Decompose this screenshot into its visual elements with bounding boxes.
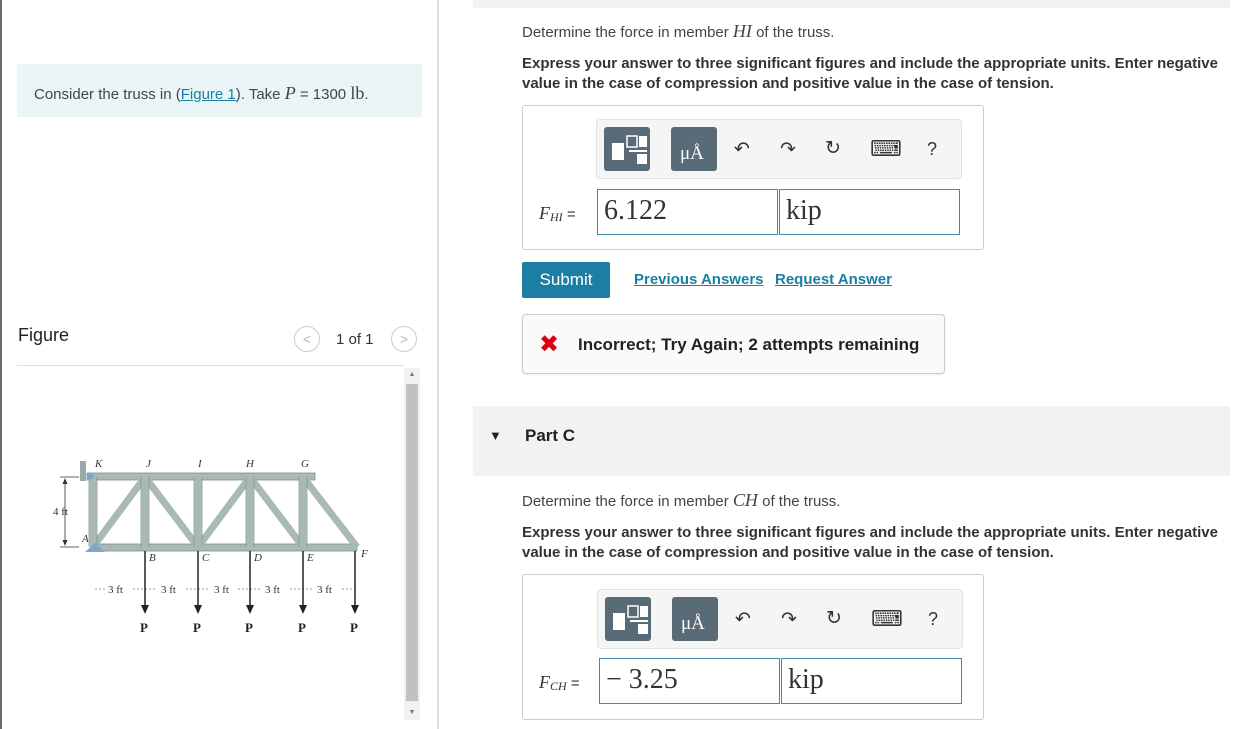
- node-label-j: J: [146, 458, 151, 470]
- value-input[interactable]: − 3.25: [599, 658, 780, 704]
- redo-icon[interactable]: ↷: [781, 609, 797, 630]
- label-sub: HI: [550, 210, 563, 224]
- chevron-right-icon: >: [399, 331, 409, 347]
- label-main: F: [539, 672, 550, 692]
- chevron-left-icon: <: [302, 331, 312, 347]
- caret-down-icon[interactable]: ▼: [489, 428, 502, 443]
- help-icon[interactable]: ?: [928, 609, 939, 629]
- math-toolbar: [597, 589, 963, 649]
- question-suffix: of the truss.: [751, 24, 835, 41]
- node-label-f: F: [361, 548, 368, 560]
- question-prefix: Determine the force in member: [522, 493, 733, 510]
- units-button[interactable]: [672, 597, 718, 641]
- label-sub: CH: [550, 679, 567, 693]
- question-suffix: of the truss.: [757, 493, 841, 510]
- load-label: P: [193, 620, 201, 635]
- problem-text-prefix: Consider the truss in (: [34, 86, 181, 103]
- submit-button[interactable]: Submit: [522, 262, 610, 298]
- member-name: CH: [732, 490, 758, 510]
- load-label: P: [298, 620, 306, 635]
- redo-icon[interactable]: ↷: [780, 139, 796, 160]
- node-label-d: D: [254, 552, 262, 564]
- templates-icon: [604, 127, 650, 171]
- span-label: 3 ft: [161, 584, 176, 596]
- load-arrowheads: [141, 605, 359, 614]
- node-label-e: E: [307, 552, 314, 564]
- part-c-answer-box: [522, 574, 984, 720]
- keyboard-icon[interactable]: ⌨: [870, 136, 902, 161]
- next-figure-button[interactable]: [391, 326, 417, 352]
- wall-support: [80, 461, 86, 481]
- figure-divider: [17, 365, 404, 366]
- scrollbar-thumb[interactable]: [406, 384, 418, 701]
- units-icon: μÅ: [681, 613, 705, 634]
- part-b-answer-box: [522, 105, 984, 250]
- keyboard-icon[interactable]: ⌨: [871, 606, 903, 631]
- answer-label: [539, 203, 576, 225]
- load-arrows: [145, 551, 355, 607]
- label-eq: =: [562, 206, 576, 223]
- span-label: 3 ft: [317, 584, 332, 596]
- label-main: F: [539, 203, 550, 223]
- part-b-question: [522, 21, 834, 42]
- member-name: HI: [732, 21, 752, 41]
- window-edge: [0, 0, 2, 729]
- question-prefix: Determine the force in member: [522, 24, 733, 41]
- node-label-k: K: [95, 458, 103, 470]
- pin-k: [87, 473, 94, 480]
- load-label: P: [350, 620, 358, 635]
- unit-input[interactable]: kip: [779, 189, 960, 235]
- math-toolbar: [596, 119, 962, 179]
- node-label-h: H: [246, 458, 254, 470]
- truss-members: [93, 477, 357, 547]
- node-label-a: A: [82, 533, 89, 545]
- problem-statement: [17, 64, 422, 117]
- figure-title: Figure: [18, 325, 70, 345]
- help-icon[interactable]: ?: [927, 139, 938, 159]
- unit-lb: lb: [350, 83, 365, 103]
- node-label-i: I: [198, 458, 202, 470]
- bottom-chord: [95, 544, 357, 551]
- label-eq: =: [566, 675, 580, 692]
- truss-figure: [45, 447, 375, 637]
- height-label: 4 ft: [53, 506, 68, 518]
- load-label: P: [140, 620, 148, 635]
- load-label: P: [245, 620, 253, 635]
- figure-pager-label: 1 of 1: [336, 331, 374, 348]
- unit-input[interactable]: kip: [781, 658, 962, 704]
- scroll-up-icon[interactable]: ▲: [408, 371, 416, 378]
- part-b-instructions: Express your answer to three significant figures and include the appropriate units. Enter negative value in the case of compression and positive value in the case of tension.: [522, 55, 1218, 92]
- reset-icon[interactable]: ↻: [826, 608, 842, 629]
- templates-button[interactable]: [604, 127, 650, 171]
- part-c-question: [522, 490, 840, 511]
- reset-icon[interactable]: ↻: [825, 138, 841, 159]
- problem-text-suffix: .: [364, 86, 369, 103]
- span-label: 3 ft: [108, 584, 123, 596]
- part-c-header[interactable]: [473, 406, 1230, 476]
- problem-text-middle: ). Take: [235, 86, 285, 103]
- node-label-b: B: [149, 552, 156, 564]
- node-label-c: C: [202, 552, 210, 564]
- feedback-message: [522, 314, 945, 374]
- part-header-strip: [473, 0, 1230, 8]
- figure-link[interactable]: Figure 1: [180, 86, 236, 103]
- part-c-instructions: Express your answer to three significant figures and include the appropriate units. Enter negative value in the case of compression and positive value in the case of tension.: [522, 524, 1218, 561]
- span-label: 3 ft: [265, 584, 280, 596]
- node-label-g: G: [301, 458, 309, 470]
- templates-icon: [605, 597, 651, 641]
- previous-answers-link[interactable]: Previous Answers: [634, 271, 764, 288]
- templates-button[interactable]: [605, 597, 651, 641]
- x-mark-icon: ✖: [539, 331, 560, 358]
- answer-label: [539, 672, 580, 694]
- value-input[interactable]: 6.122: [597, 189, 778, 235]
- request-answer-link[interactable]: Request Answer: [775, 271, 892, 288]
- scroll-down-icon[interactable]: ▼: [408, 709, 416, 716]
- undo-icon[interactable]: ↶: [734, 139, 750, 160]
- undo-icon[interactable]: ↶: [735, 609, 751, 630]
- problem-value: = 1300: [295, 86, 351, 103]
- prev-figure-button[interactable]: [294, 326, 320, 352]
- units-button[interactable]: [671, 127, 717, 171]
- span-label: 3 ft: [214, 584, 229, 596]
- units-icon: μÅ: [680, 143, 704, 164]
- feedback-text: Incorrect; Try Again; 2 attempts remaining: [578, 335, 920, 354]
- pane-divider[interactable]: [437, 0, 439, 729]
- part-c-title: Part C: [525, 426, 576, 445]
- variable-p: P: [284, 83, 296, 103]
